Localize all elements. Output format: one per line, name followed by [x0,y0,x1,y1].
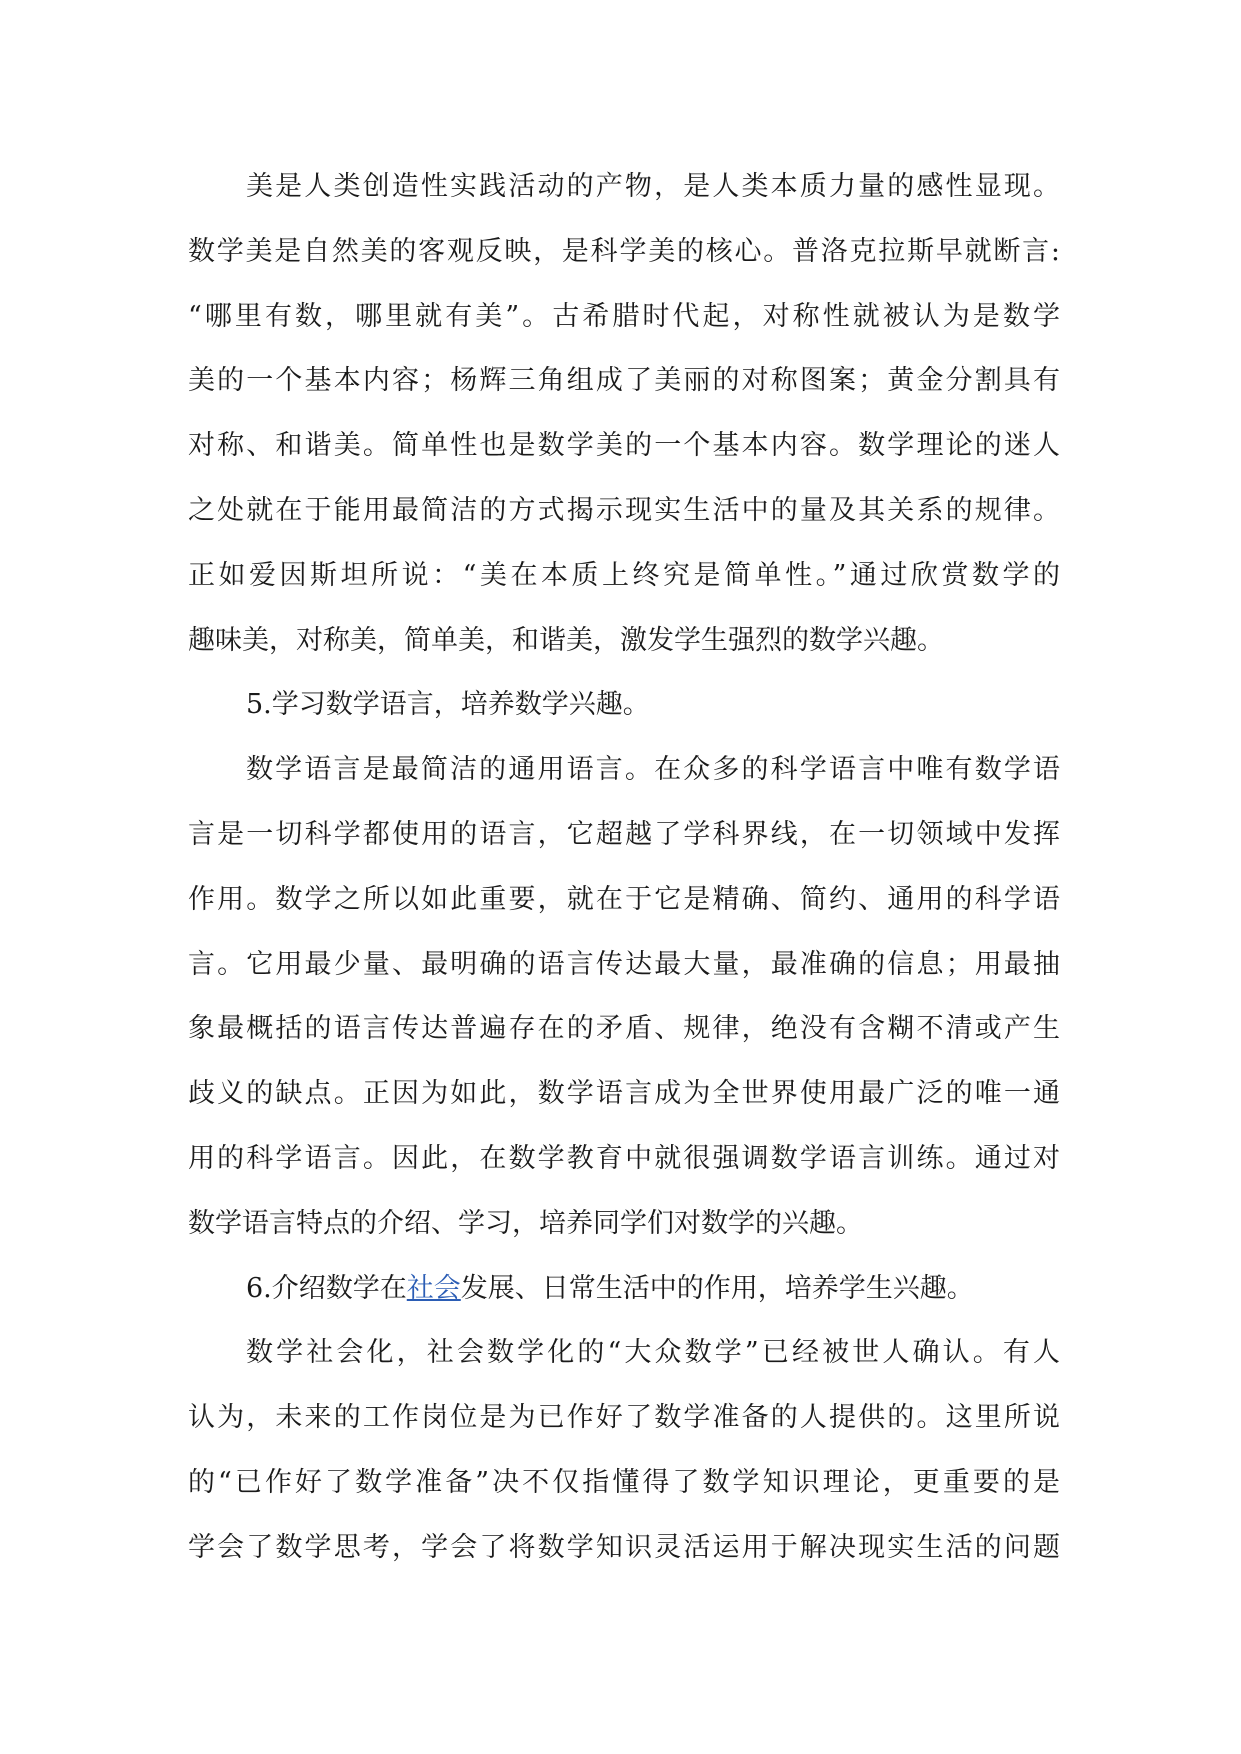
paragraph-line: 言。它用最少量、最明确的语言传达最大量，最准确的信息；用最抽 [188,948,1060,980]
heading-prefix: 6.介绍数学在 [246,1272,407,1304]
paragraph [188,738,1060,1256]
paragraph-line: 歧义的缺点。正因为如此，数学语言成为全世界使用最广泛的唯一通 [188,1078,1060,1110]
society-link[interactable]: 社会 [406,1272,461,1304]
paragraph-line: 的“已作好了数学准备”决不仅指懂得了数学知识理论，更重要的是 [188,1466,1060,1498]
paragraph-line: “哪里有数，哪里就有美”。古希腊时代起，对称性就被认为是数学 [188,300,1060,332]
paragraph-line: 作用。数学之所以如此重要，就在于它是精确、简约、通用的科学语 [188,883,1060,915]
paragraph [188,1321,1060,1580]
paragraph-line: 数学语言是最简洁的通用语言。在众多的科学语言中唯有数学语 [246,754,1060,786]
paragraph-line: 象最概括的语言传达普遍存在的矛盾、规律，绝没有含糊不清或产生 [188,1013,1060,1045]
section-heading [188,1257,1060,1322]
paragraph-line: 美是人类创造性实践活动的产物，是人类本质力量的感性显现。 [246,171,1060,202]
paragraph-line: 言是一切科学都使用的语言，它超越了学科界线，在一切领域中发挥 [188,818,1060,850]
document-page [188,155,1060,1581]
paragraph-line: 认为，未来的工作岗位是为已作好了数学准备的人提供的。这里所说 [188,1402,1060,1434]
paragraph-line: 之处就在于能用最简洁的方式揭示现实生活中的量及其关系的规律。 [188,494,1060,526]
paragraph [188,155,1060,673]
paragraph-line: 趣味美，对称美，简单美，和谐美，激发学生强烈的数学兴趣。 [188,624,944,656]
paragraph-line: 用的科学语言。因此，在数学教育中就很强调数学语言训练。通过对 [188,1142,1060,1174]
paragraph-line: 对称、和谐美。简单性也是数学美的一个基本内容。数学理论的迷人 [188,430,1060,462]
paragraph-line: 美的一个基本内容；杨辉三角组成了美丽的对称图案；黄金分割具有 [188,365,1060,397]
heading-suffix: 发展、日常生活中的作用，培养学生兴趣。 [460,1272,974,1304]
paragraph-line: 数学语言特点的介绍、学习，培养同学们对数学的兴趣。 [188,1207,863,1239]
paragraph-line: 学会了数学思考，学会了将数学知识灵活运用于解决现实生活的问题 [188,1531,1060,1563]
paragraph-line: 正如爱因斯坦所说：“美在本质上终究是简单性。”通过欣赏数学的 [188,559,1060,591]
paragraph-line: 数学社会化，社会数学化的“大众数学”已经被世人确认。有人 [246,1337,1060,1369]
section-heading: 5.学习数学语言，培养数学兴趣。 [246,689,650,721]
paragraph-line: 数学美是自然美的客观反映，是科学美的核心。普洛克拉斯早就断言: [188,235,1060,267]
